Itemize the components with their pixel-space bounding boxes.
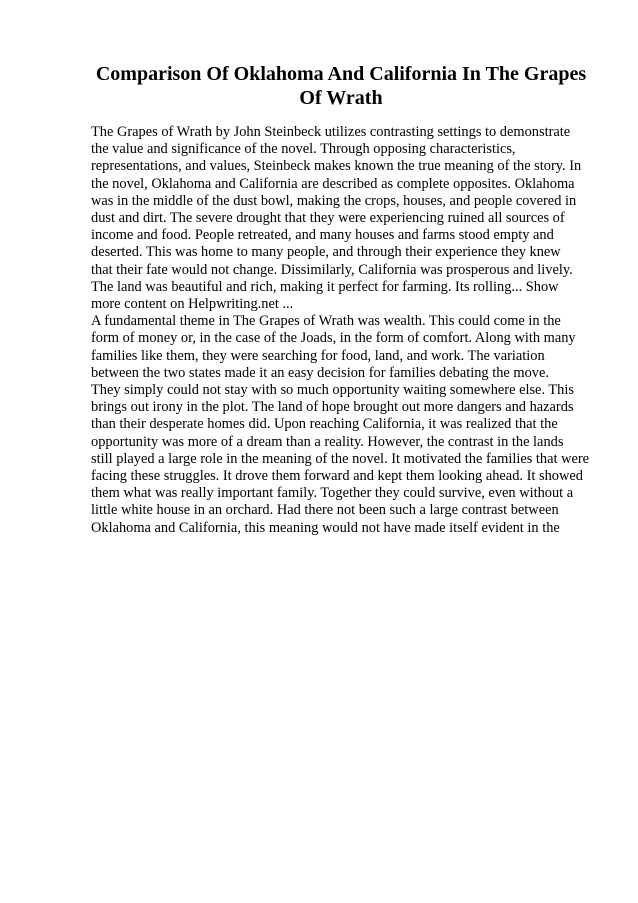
text-line: the novel, Oklahoma and California are described as complete opposites. Oklahoma [91, 175, 575, 192]
text-line: the value and significance of the novel. Through opposing characteristics, [91, 141, 516, 158]
text-line: Oklahoma and California, this meaning would not have made itself evident in the [91, 519, 560, 536]
text-line: them what was really important family. Together they could survive, even without a [91, 485, 574, 502]
text-line: than their desperate homes did. Upon reaching California, it was realized that the [91, 416, 558, 433]
text-line: They simply could not stay with so much opportunity waiting somewhere else. This [91, 382, 574, 399]
text-line: still played a large role in the meaning of the novel. It motivated the families that were [91, 450, 590, 467]
text-line: opportunity was more of a dream than a reality. However, the contrast in the lands [91, 433, 564, 450]
text-line: little white house in an orchard. Had there not been such a large contrast between [91, 502, 559, 519]
text-line: income and food. People retreated, and many houses and farms stood empty and [91, 227, 554, 244]
text-line: dust and dirt. The severe drought that they were experiencing ruined all sources of [91, 210, 565, 227]
text-line: form of money or, in the case of the Joads, in the form of comfort. Along with many [91, 330, 576, 347]
text-line: families like them, they were searching for food, land, and work. The variation [91, 347, 545, 364]
text-line: representations, and values, Steinbeck makes known the true meaning of the story. In [91, 158, 582, 175]
text-line: facing these struggles. It drove them forward and kept them looking ahead. It showed [91, 468, 583, 485]
text-line: was in the middle of the dust bowl, making the crops, houses, and people covered in [91, 192, 577, 209]
text-line: deserted. This was home to many people, and through their experience they knew [91, 244, 561, 261]
text-line: that their fate would not change. Dissimilarly, California was prosperous and lively. [91, 261, 573, 278]
document-title: Comparison Of Oklahoma And California In The Grapes Of Wrath [95, 63, 587, 109]
text-line: between the two states made it an easy decision for families debating the move. [91, 364, 549, 381]
text-line: The land was beautiful and rich, making it perfect for farming. Its rolling... Show [91, 278, 559, 295]
text-line: A fundamental theme in The Grapes of Wrath was wealth. This could come in the [91, 313, 561, 330]
text-line: more content on Helpwriting.net ... [91, 296, 294, 313]
text-line: The Grapes of Wrath by John Steinbeck utilizes contrasting settings to demonstrate [91, 124, 571, 140]
text-line: brings out irony in the plot. The land of hope brought out more dangers and hazards [91, 399, 574, 416]
essay-body [91, 124, 621, 537]
